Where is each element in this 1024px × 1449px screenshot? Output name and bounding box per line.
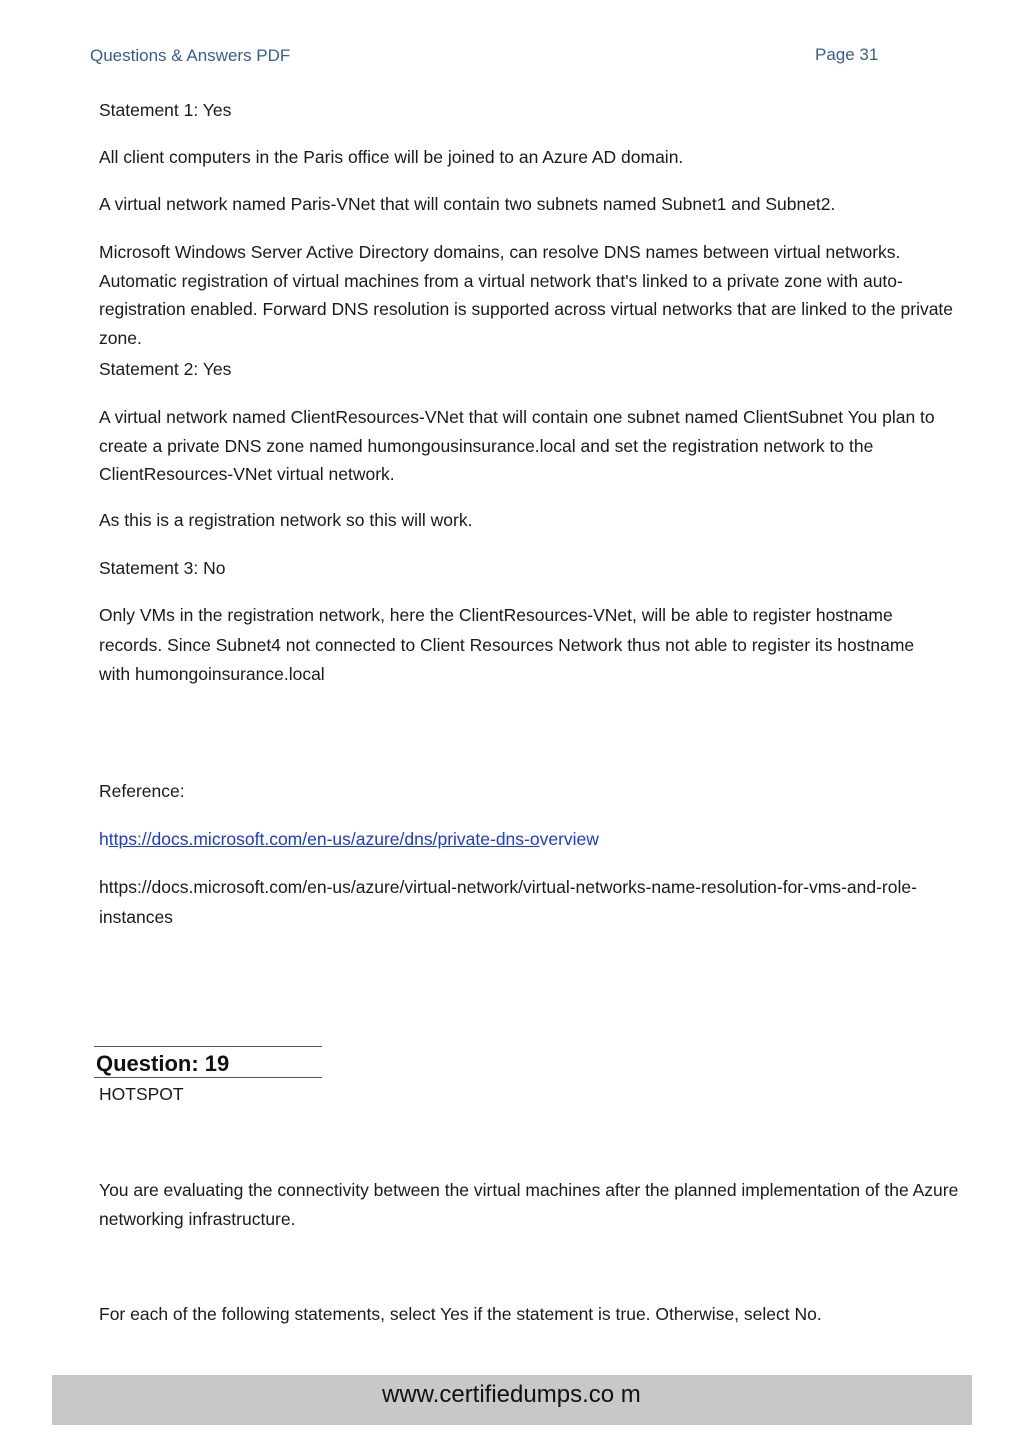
question-paragraph-2: For each of the following statements, select Yes if the statement is true. Otherwise, select No. xyxy=(99,1304,822,1324)
reference-link-1[interactable] xyxy=(99,825,979,854)
question-rule-top xyxy=(94,1046,322,1047)
statement-2-paragraph-1: A virtual network named ClientResources-VNet that will contain one subnet named ClientSubnet You plan to create a private DNS zone named humongousinsurance.local and set the registration network to the ClientResources-VNet virtual network. xyxy=(99,407,935,484)
statement-3-label: Statement 3: No xyxy=(99,558,226,578)
reference-link-1-prefix: h xyxy=(99,829,109,849)
question-title: Question: 19 xyxy=(96,1051,230,1076)
page-number: Page 31 xyxy=(815,45,879,64)
reference-link-2: https://docs.microsoft.com/en-us/azure/virtual-network/virtual-networks-name-resolution-for-vms-and-role-instances xyxy=(99,877,917,927)
reference-link-1-suffix: verview xyxy=(539,829,599,849)
question-paragraph-1: You are evaluating the connectivity between the virtual machines after the planned implementation of the Azure networking infrastructure. xyxy=(99,1180,959,1229)
statement-2-label: Statement 2: Yes xyxy=(99,359,232,379)
statement-1-paragraph-1: All client computers in the Paris office will be joined to an Azure AD domain. xyxy=(99,147,684,167)
footer-site: www.certifiedumps.co m xyxy=(382,1381,641,1408)
statement-1-paragraph-2: A virtual network named Paris-VNet that will contain two subnets named Subnet1 and Subnet2. xyxy=(99,194,836,214)
question-type: HOTSPOT xyxy=(99,1084,184,1104)
reference-link-1-underlined: ttps://docs.microsoft.com/en-us/azure/dns/private-dns-o xyxy=(108,829,540,849)
question-rule-bottom xyxy=(94,1077,322,1078)
statement-3-paragraph-1: Only VMs in the registration network, here the ClientResources-VNet, will be able to register hostname records. Since Subnet4 not connected to Client Resources Network thus not able to register its hostname with humongoinsurance.local xyxy=(99,605,915,684)
statement-2-paragraph-2: As this is a registration network so this will work. xyxy=(99,510,473,530)
reference-label: Reference: xyxy=(99,781,185,801)
header-title: Questions & Answers PDF xyxy=(90,46,291,65)
statement-1-paragraph-3: Microsoft Windows Server Active Directory domains, can resolve DNS names between virtual networks. Automatic registration of virtual machines from a virtual network that's linked to a private zone with auto-registration enabled. Forward DNS resolution is supported across virtual networks that are linked to the private zone. xyxy=(99,242,954,348)
statement-1-label: Statement 1: Yes xyxy=(99,100,232,120)
